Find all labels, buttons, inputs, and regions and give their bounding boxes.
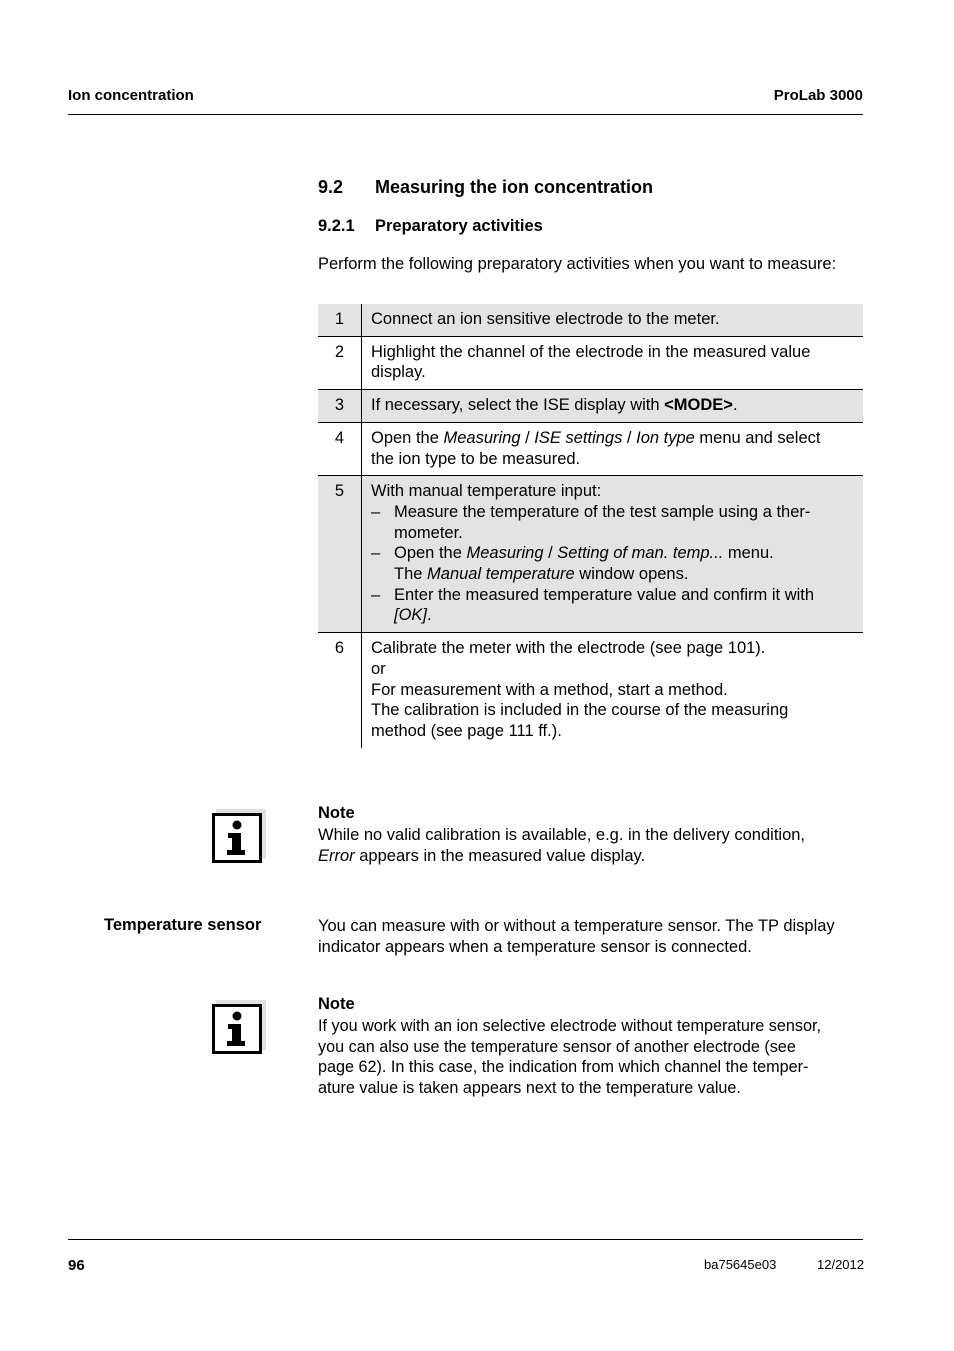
text-line [371, 395, 863, 416]
text-line [371, 680, 863, 701]
temperature-sensor-text [318, 916, 835, 957]
text-line [394, 502, 810, 523]
step-text [362, 422, 864, 475]
subsection-number: 9.2.1 [318, 217, 355, 235]
info-icon [212, 813, 264, 865]
temperature-sensor-label: Temperature sensor [104, 916, 262, 934]
text-line [371, 362, 863, 383]
step-number: 3 [318, 390, 362, 423]
text-line [371, 481, 863, 502]
text-segment: mometer. [394, 523, 463, 542]
text-line [394, 523, 810, 544]
text-segment: Setting of man. temp... [557, 544, 724, 563]
text-segment: menu. [723, 544, 774, 563]
text-line [394, 564, 774, 585]
step-text [362, 633, 864, 748]
note1-title: Note [318, 804, 355, 822]
text-segment: / [622, 428, 637, 447]
text-segment: method (see page 111 ff.). [371, 721, 562, 740]
text-line [371, 428, 863, 449]
text-line: ature value is taken appears next to the temperature value. [318, 1079, 741, 1098]
dash-bullet: – [371, 544, 381, 563]
document-id: ba75645e03 [704, 1257, 777, 1272]
text-line [394, 605, 814, 626]
text-line: If you work with an ion selective electrode without temperature sensor, [318, 1017, 821, 1035]
note1-line: While no valid calibration is available, e.g. in the delivery condition, [318, 826, 806, 844]
key-label: <MODE> [664, 396, 733, 415]
text-segment: or [371, 659, 386, 678]
text-line [394, 543, 774, 564]
text-line [371, 309, 863, 330]
step-number: 6 [318, 633, 362, 748]
step-row [318, 476, 863, 633]
text-segment: Connect an ion sensitive electrode to the meter. [371, 310, 720, 328]
text-line [394, 585, 814, 606]
step-row [318, 422, 863, 475]
text-segment: The calibration is included in the course of the measuring [371, 701, 789, 720]
dash-item [371, 543, 863, 584]
text-segment: Enter the measured temperature value and confirm it with [394, 585, 815, 604]
text-line: indicator appears when a temperature sensor is connected. [318, 937, 752, 956]
text-line [371, 449, 863, 470]
text-line [371, 638, 863, 659]
text-segment: Measuring [466, 544, 544, 563]
header-rule [68, 114, 863, 115]
step-text [362, 336, 864, 389]
text-line: You can measure with or without a temperature sensor. The TP display [318, 917, 835, 935]
step-row [318, 336, 863, 389]
text-segment: If necessary, select the ISE display with [371, 396, 665, 415]
step-number: 5 [318, 476, 362, 633]
step-row [318, 390, 863, 423]
note1-line-rest: appears in the measured value display. [354, 846, 646, 865]
intro-text: Perform the following preparatory activities when you want to measure: [318, 255, 837, 273]
text-line [371, 721, 863, 742]
step-number: 2 [318, 336, 362, 389]
text-segment: The [394, 565, 428, 584]
text-segment: display. [371, 363, 426, 382]
text-segment: . [427, 606, 432, 625]
error-term: Error [318, 846, 355, 865]
text-segment: window opens. [574, 565, 689, 584]
footer-rule [68, 1239, 863, 1240]
text-segment: ISE settings [534, 428, 623, 447]
note2-text [318, 1016, 821, 1099]
text-line: page 62). In this case, the indication from which channel the temper- [318, 1058, 809, 1077]
text-segment: Open the [371, 428, 444, 447]
text-segment: Ion type [636, 428, 695, 447]
text-segment: the ion type to be measured. [371, 449, 581, 468]
text-segment: / [543, 544, 558, 563]
section-number: 9.2 [318, 177, 344, 197]
page-number: 96 [68, 1257, 85, 1274]
text-segment: For measurement with a method, start a method. [371, 680, 728, 699]
text-segment: / [520, 428, 535, 447]
document-date: 12/2012 [817, 1257, 864, 1272]
note1-line [318, 846, 805, 867]
dash-item [371, 585, 863, 626]
text-segment: Measuring [443, 428, 521, 447]
step-text [362, 476, 864, 633]
text-line [371, 700, 863, 721]
text-segment: . [732, 396, 738, 415]
step-row [318, 304, 863, 336]
text-segment: Open the [394, 544, 467, 563]
note2-title: Note [318, 995, 355, 1013]
step-number: 4 [318, 422, 362, 475]
text-line: you can also use the temperature sensor of another electrode (see [318, 1037, 796, 1056]
dash-bullet: – [371, 585, 381, 604]
dash-item [371, 502, 863, 543]
text-segment: [OK] [394, 606, 428, 625]
section-title: Measuring the ion concentration [375, 177, 654, 197]
text-segment: With manual temperature input: [371, 482, 602, 501]
text-segment: Manual temperature [427, 565, 575, 584]
text-line [371, 342, 863, 363]
step-number: 1 [318, 304, 362, 336]
step-row [318, 633, 863, 748]
text-segment: Measure the temperature of the test sample using a ther- [394, 502, 811, 521]
header-chapter: Ion concentration [68, 87, 194, 104]
info-icon [212, 1004, 264, 1056]
dash-bullet: – [371, 502, 381, 521]
text-segment: menu and select [694, 428, 821, 447]
text-segment: Highlight the channel of the electrode in the measured value [371, 342, 811, 361]
step-text [362, 304, 864, 336]
text-line [371, 659, 863, 680]
note1-text [318, 825, 805, 866]
steps-table [318, 304, 863, 748]
header-product: ProLab 3000 [773, 87, 863, 104]
subsection-title: Preparatory activities [375, 217, 543, 235]
text-segment: Calibrate the meter with the electrode (see page 101). [371, 639, 766, 658]
step-text [362, 390, 864, 423]
